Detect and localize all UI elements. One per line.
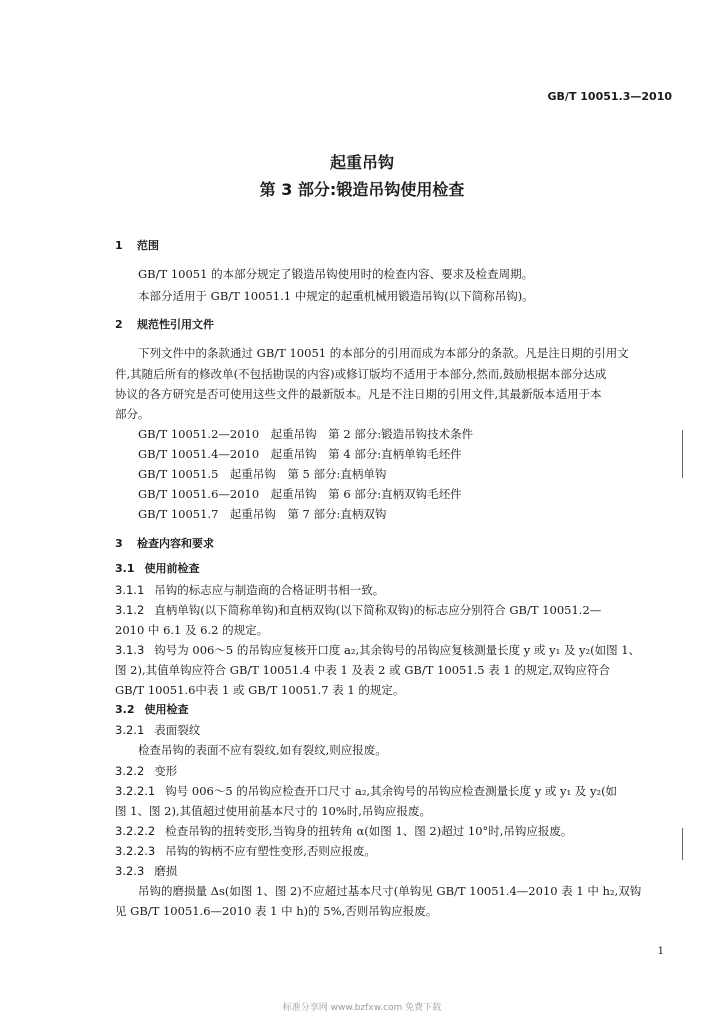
reference-item: GB/T 10051.6—2010 起重吊钩 第 6 部分:直柄双钩毛坯件: [138, 487, 462, 501]
document-subtitle: 第 3 部分:锻造吊钩使用检查: [259, 180, 465, 199]
section-number: 1: [115, 239, 123, 252]
clause-3-2-2-heading: [115, 763, 177, 779]
clause-number: 3.2.3: [115, 864, 145, 878]
clause-3-1-1: [115, 582, 384, 598]
clause-3-1-2: [115, 602, 601, 618]
subsection-3-1-heading: [115, 561, 200, 577]
clause-text: 检查吊钩的表面不应有裂纹,如有裂纹,则应报废。: [138, 743, 387, 757]
paragraph-line: 协议的各方研究是否可使用这些文件的最新版本。凡是不注日期的引用文件,其最新版本适用于本: [115, 387, 602, 401]
section-2-heading: [115, 317, 214, 333]
clause-3-2-3-heading: [115, 863, 177, 879]
section-title: 规范性引用文件: [137, 318, 214, 331]
page-number: 1: [657, 946, 664, 957]
subsection-number: 3.2: [115, 703, 135, 716]
subsection-title: 使用检查: [144, 703, 189, 716]
clause-3-2-2-3: [115, 843, 376, 859]
clause-title: 变形: [154, 764, 178, 778]
clause-text: 钩号为 006～5 的吊钩应复核开口度 a₂,其余钩号的吊钩应复核测量长度 y 或 y₁ 及 y₂(如图 1、: [154, 643, 641, 657]
clause-text-continued: 图 2),其值单钩应符合 GB/T 10051.4 中表 1 及表 2 或 GB/T 10051.5 表 1 的规定,双钩应符合: [115, 663, 611, 677]
document-title: 起重吊钩: [329, 153, 394, 172]
clause-text: 钩号 006～5 的吊钩应检查开口尺寸 a₂,其余钩号的吊钩应检查测量长度 y 或 y₁ 及 y₂(如: [165, 784, 618, 798]
clause-number: 3.2.1: [115, 723, 145, 737]
clause-text-continued: 见 GB/T 10051.6—2010 表 1 中 h)的 5%,否则吊钩应报废。: [115, 904, 438, 918]
standard-code: GB/T 10051.3—2010: [547, 90, 672, 103]
clause-title: 磨损: [154, 864, 178, 878]
paragraph-line: 部分。: [115, 407, 150, 421]
section-number: 3: [115, 537, 123, 550]
clause-text: 吊钩的标志应与制造商的合格证明书相一致。: [154, 583, 385, 597]
clause-number: 3.1.2: [115, 603, 145, 617]
paragraph-line: 下列文件中的条款通过 GB/T 10051 的本部分的引用而成为本部分的条款。凡是注日期的引用文: [138, 346, 629, 360]
clause-number: 3.2.2.3: [115, 844, 156, 858]
clause-number: 3.2.2.1: [115, 784, 156, 798]
watermark-footer: 标准分享网 www.bzfxw.com 免费下载: [282, 1003, 442, 1013]
subsection-3-2-heading: [115, 702, 189, 718]
clause-3-2-2-2: [115, 823, 572, 839]
reference-item: GB/T 10051.2—2010 起重吊钩 第 2 部分:锻造吊钩技术条件: [138, 427, 474, 441]
clause-text-continued: GB/T 10051.6中表 1 或 GB/T 10051.7 表 1 的规定。: [115, 683, 405, 697]
section-3-heading: [115, 536, 214, 552]
clause-number: 3.2.2: [115, 764, 145, 778]
reference-item: GB/T 10051.5 起重吊钩 第 5 部分:直柄单钩: [138, 467, 387, 481]
clause-text-continued: 图 1、图 2),其值超过使用前基本尺寸的 10%时,吊钩应报废。: [115, 804, 431, 818]
subsection-title: 使用前检查: [144, 562, 200, 575]
clause-text: 直柄单钩(以下简称单钩)和直柄双钩(以下简称双钩)的标志应分别符合 GB/T 10051.2—: [154, 603, 602, 617]
paragraph: GB/T 10051 的本部分规定了锻造吊钩使用时的检查内容、要求及检查周期。: [138, 267, 534, 281]
clause-text-continued: 2010 中 6.1 及 6.2 的规定。: [115, 623, 269, 637]
clause-title: 表面裂纹: [154, 723, 201, 737]
clause-3-1-3: [115, 642, 640, 658]
clause-number: 3.1.3: [115, 643, 145, 657]
reference-item: GB/T 10051.7 起重吊钩 第 7 部分:直柄双钩: [138, 507, 387, 521]
clause-text: 吊钩的钩柄不应有塑性变形,否则应报废。: [165, 844, 376, 858]
section-title: 范围: [137, 239, 159, 252]
reference-item: GB/T 10051.4—2010 起重吊钩 第 4 部分:直柄单钩毛坯件: [138, 447, 462, 461]
paragraph: 本部分适用于 GB/T 10051.1 中规定的起重机械用锻造吊钩(以下简称吊钩)。: [138, 289, 534, 303]
section-title: 检查内容和要求: [137, 537, 214, 550]
section-number: 2: [115, 318, 123, 331]
clause-3-2-1-heading: [115, 722, 200, 738]
scan-mark: [682, 828, 683, 860]
scan-mark: [682, 430, 683, 478]
clause-text: 检查吊钩的扭转变形,当钩身的扭转角 α(如图 1、图 2)超过 10°时,吊钩应报废。: [165, 824, 573, 838]
clause-number: 3.1.1: [115, 583, 145, 597]
clause-3-2-2-1: [115, 783, 617, 799]
subsection-number: 3.1: [115, 562, 135, 575]
paragraph-line: 件,其随后所有的修改单(不包括勘误的内容)或修订版均不适用于本部分,然而,鼓励根据本部分达成: [115, 367, 607, 381]
section-1-heading: [115, 238, 159, 254]
clause-number: 3.2.2.2: [115, 824, 156, 838]
clause-text: 吊钩的磨损量 Δs(如图 1、图 2)不应超过基本尺寸(单钩见 GB/T 10051.4—2010 表 1 中 h₂,双钩: [138, 884, 642, 898]
